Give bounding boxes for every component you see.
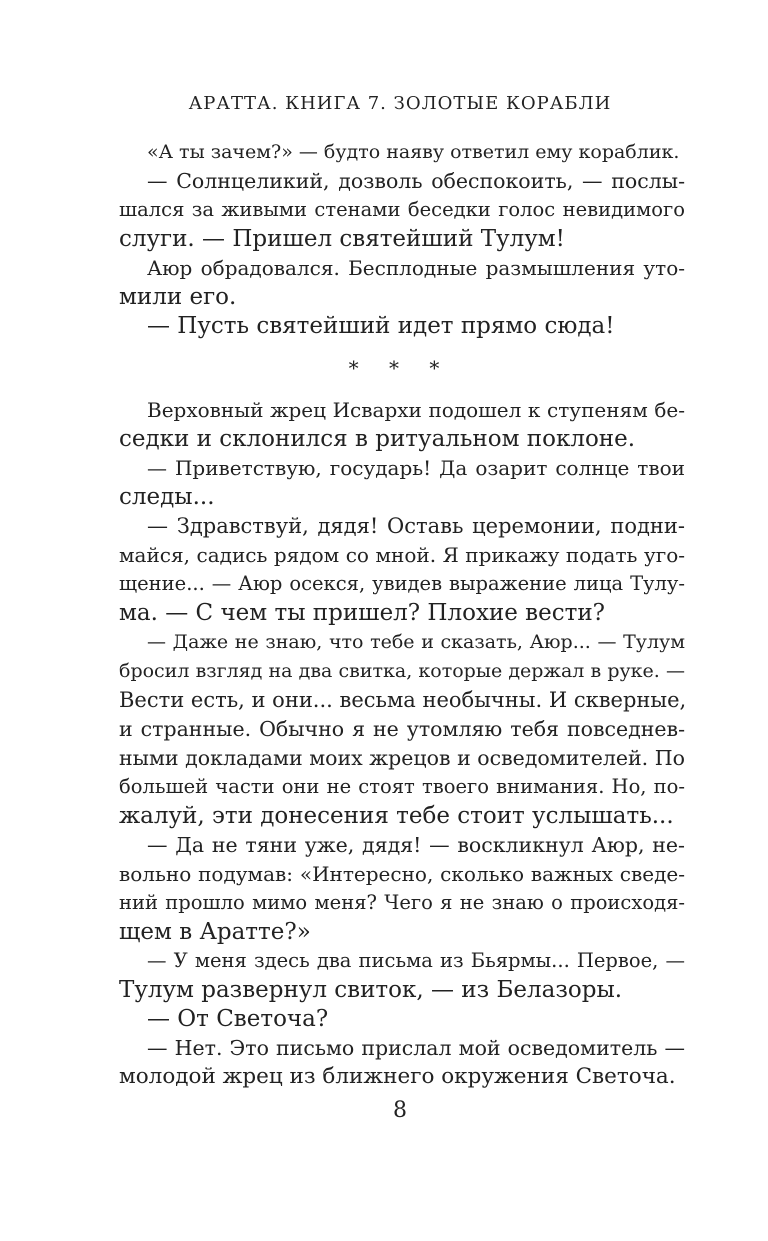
text-line: мили его. [119, 284, 237, 310]
text-line: — Нет. Это письмо прислал мой осведомитель — [147, 1036, 685, 1060]
text-line: — Даже не знаю, что тебе и сказать, Аюр... — Тулум [147, 631, 685, 653]
text-line: майся, садись рядом со мной. Я прикажу подать уго- [119, 543, 685, 567]
text-line: жалуй, эти донесения тебе стоит услышать... [119, 803, 674, 829]
text-line: — У меня здесь два письма из Бьярмы... Первое, — [147, 949, 685, 972]
section-separator: * * * [348, 356, 452, 380]
text-line: Вести есть, и они... весьма необычны. И скверные, [119, 688, 687, 712]
text-line: следы... [119, 484, 215, 510]
text-line: — Приветствую, государь! Да озарит солнце твои [147, 456, 685, 480]
text-line: Тулум развернул свиток, — из Белазоры. [119, 977, 623, 1003]
text-line: слуги. — Пришел святейший Тулум! [119, 226, 565, 252]
text-line: бросил взгляд на два свитка, которые держал в руке. — [119, 660, 685, 682]
text-line: молодой жрец из ближнего окружения Светоча. [119, 1064, 676, 1089]
text-line: — Пусть святейший идет прямо сюда! [147, 313, 615, 339]
text-line: Аюр обрадовался. Бесплодные размышления уто- [147, 256, 685, 280]
running-head: АРАТТА. КНИГА 7. ЗОЛОТЫЕ КОРАБЛИ [188, 93, 612, 114]
text-line: и странные. Обычно я не утомляю тебя повседнев- [119, 717, 685, 741]
page-number: 8 [393, 1098, 407, 1123]
text-line: ний прошло мимо меня? Чего я не знаю о происходя- [119, 891, 685, 914]
text-line: седки и склонился в ритуальном поклоне. [119, 426, 636, 452]
text-line: щем в Аратте?» [119, 919, 311, 945]
text-line: «А ты зачем?» — будто наяву ответил ему кораблик. [147, 141, 680, 163]
text-line: Верховный жрец Исвархи подошел к ступеням бе- [147, 398, 685, 422]
text-line: — От Светоча? [147, 1006, 329, 1032]
text-line: шался за живыми стенами беседки голос невидимого [119, 198, 685, 221]
text-line: большей части они не стоят твоего внимания. Но, по- [119, 775, 685, 798]
text-line: ма. — С чем ты пришел? Плохие вести? [119, 600, 605, 626]
text-line: — Здравствуй, дядя! Оставь церемонии, подни- [147, 514, 685, 538]
text-line: вольно подумав: «Интересно, сколько важных сведе- [119, 862, 685, 886]
text-line: щение... — Аюр осекся, увидев выражение лица Тулу- [119, 572, 685, 595]
text-line: ными докладами моих жрецов и осведомителей. По [119, 746, 685, 770]
text-line: — Солнцеликий, дозволь обеспокоить, — послы- [147, 169, 685, 193]
text-line: — Да не тяни уже, дядя! — воскликнул Аюр, не- [147, 833, 685, 857]
